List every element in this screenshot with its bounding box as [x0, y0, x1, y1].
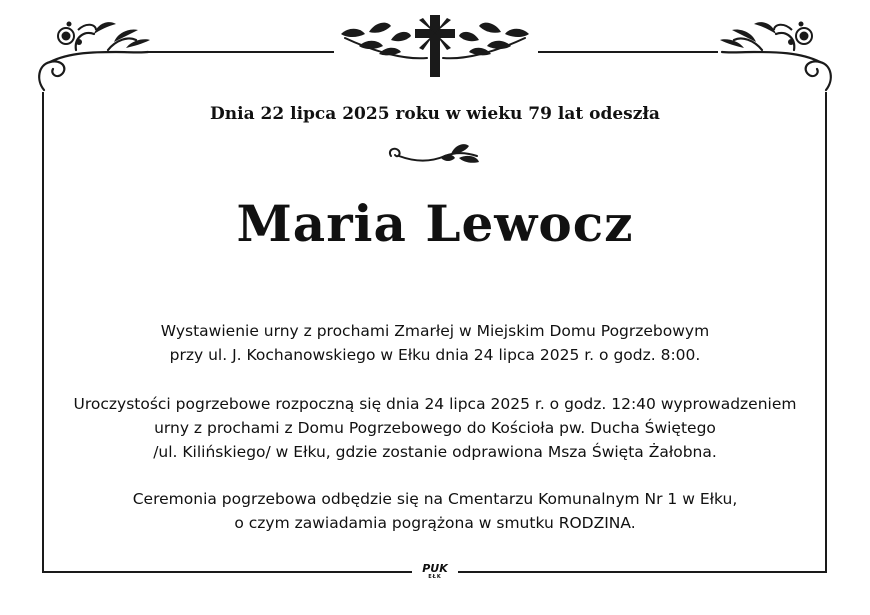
paragraph-line: /ul. Kilińskiego/ w Ełku, gdzie zostanie odprawiona Msza Święta Żałobna. [153, 443, 717, 461]
paragraph-burial [40, 487, 830, 535]
paragraph-urn-viewing [40, 319, 830, 367]
paragraph-line: przy ul. J. Kochanowskiego w Ełku dnia 24 lipca 2025 r. o godz. 8:00. [169, 346, 701, 364]
cross-with-laurel-icon [335, 12, 535, 80]
leaf-divider-icon [385, 142, 485, 172]
death-announcement-intro: Dnia 22 lipca 2025 roku w wieku 79 lat odeszła [210, 104, 660, 124]
right-corner-flourish-icon [684, 10, 834, 100]
paragraph-line: urny z prochami z Domu Pogrzebowego do Kościoła pw. Ducha Świętego [154, 419, 716, 437]
frame-bottom-left-border [42, 571, 412, 573]
paragraph-funeral-ceremony [40, 392, 830, 464]
logo-sub-text: EŁK [428, 574, 442, 580]
paragraph-line: Ceremonia pogrzebowa odbędzie się na Cmentarzu Komunalnym Nr 1 w Ełku, [132, 490, 738, 508]
paragraph-line: Uroczystości pogrzebowe rozpoczną się dnia 24 lipca 2025 r. o godz. 12:40 wyprowadzeniem [73, 395, 797, 413]
deceased-name: Maria Lewocz [236, 194, 634, 253]
paragraph-line: o czym zawiadamia pogrążona w smutku RODZINA. [234, 514, 636, 532]
left-corner-flourish-icon [36, 10, 186, 100]
logo-main-text: PUK [422, 562, 448, 575]
puk-logo [418, 564, 452, 580]
frame-bottom-right-border [458, 571, 827, 573]
paragraph-line: Wystawienie urny z prochami Zmarłej w Miejskim Domu Pogrzebowym [160, 322, 710, 340]
